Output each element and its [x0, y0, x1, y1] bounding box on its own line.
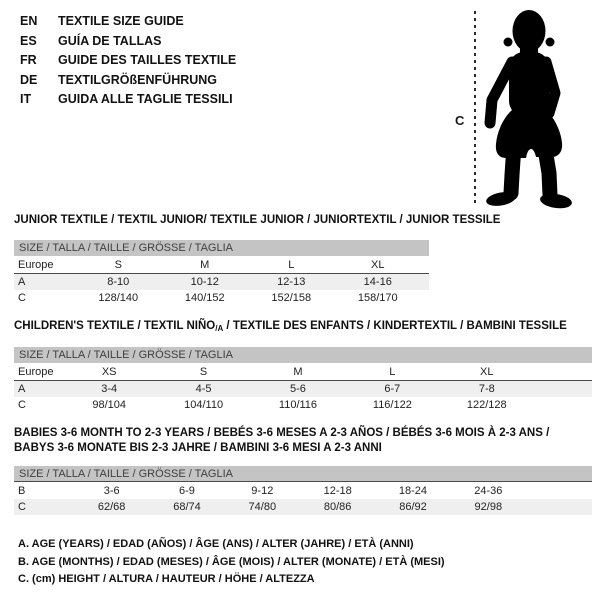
- legend-line-a: A. AGE (YEARS) / EDAD (AÑOS) / ÂGE (ANS) / ALTER (JAHRE) / ETÀ (ANNI): [18, 538, 414, 550]
- size-cell: 12-13: [277, 276, 306, 288]
- babies-section-title: [14, 426, 592, 455]
- size-header-bar: SIZE / TALLA / TAILLE / GRÖSSE / TAGLIA: [14, 347, 592, 363]
- height-figure: [452, 5, 576, 209]
- size-cell: XL: [440, 363, 534, 381]
- table-row: [14, 290, 429, 306]
- size-cell: 104/110: [184, 399, 224, 411]
- size-cell: 158/170: [357, 292, 398, 304]
- children-section-title: [14, 320, 592, 335]
- legend-line-b: B. AGE (MONTHS) / EDAD (MESES) / ÂGE (MOIS) / ALTER (MONATE) / ETÀ (MESI): [18, 555, 445, 568]
- language-title-list: [20, 12, 236, 110]
- babies-title-line2: BABYS 3-6 MONATE BIS 2-3 JAHRE / BAMBINI 3-6 MESI A 2-3 ANNI: [14, 441, 382, 454]
- junior-section-title: JUNIOR TEXTILE / TEXTIL JUNIOR/ TEXTILE JUNIOR / JUNIORTEXTIL / JUNIOR TESSILE: [14, 214, 501, 226]
- children-title-post: / TEXTILE DES ENFANTS / KINDERTEXTIL / BAMBINI TESSILE: [223, 320, 567, 332]
- children-title-pre: CHILDREN'S TEXTILE / TEXTIL NIÑO: [14, 320, 216, 332]
- size-cell: 12-18: [323, 484, 352, 497]
- size-cell: 3-4: [101, 383, 118, 395]
- lang-code: FR: [20, 53, 37, 67]
- lang-title: GUÍA DE TALLAS: [58, 33, 162, 48]
- children-textile-section: [14, 320, 592, 413]
- size-cell: 62/68: [97, 501, 126, 513]
- lang-code: ES: [20, 33, 37, 48]
- size-cell: 5-6: [290, 383, 306, 395]
- children-title-sub: /A: [215, 324, 224, 333]
- size-cell: 10-12: [190, 276, 219, 288]
- filler-cell: [421, 290, 429, 306]
- filler-cell: [534, 381, 592, 398]
- size-cell: 128/140: [98, 292, 139, 304]
- size-header-bar: SIZE / TALLA / TAILLE / GRÖSSE / TAGLIA: [14, 466, 592, 482]
- table-row: [14, 381, 592, 398]
- baby-silhouette-graphic: [452, 5, 576, 209]
- size-cell: 8-10: [107, 276, 130, 288]
- row-label: A: [18, 276, 26, 288]
- junior-textile-section: [14, 214, 501, 306]
- filler-cell: [421, 256, 429, 274]
- junior-size-table: [14, 256, 429, 306]
- babies-size-table: [14, 482, 592, 515]
- size-cell: L: [248, 256, 335, 274]
- size-cell: 110/116: [278, 399, 318, 411]
- size-cell: 122/128: [466, 399, 507, 411]
- size-cell: S: [75, 256, 162, 274]
- size-cell: 3-6: [103, 484, 120, 497]
- size-header-bar: SIZE / TALLA / TAILLE / GRÖSSE / TAGLIA: [14, 240, 429, 256]
- size-cell: M: [162, 256, 249, 274]
- row-label: B: [18, 484, 26, 497]
- size-cell: 80/86: [323, 501, 352, 513]
- table-row: [14, 256, 429, 274]
- table-row: [14, 482, 592, 499]
- table-row: [14, 363, 592, 381]
- size-cell: 9-12: [251, 484, 274, 497]
- size-cell: 68/74: [173, 501, 201, 513]
- lang-title: GUIDE DES TAILLES TEXTILE: [58, 53, 237, 67]
- size-cell: 74/80: [248, 501, 277, 513]
- children-size-table: [14, 363, 592, 413]
- row-label: C: [18, 399, 26, 411]
- size-cell: 98/104: [92, 399, 127, 411]
- filler-cell: [421, 274, 429, 291]
- measurement-legend: [18, 536, 445, 589]
- size-cell: 86/92: [399, 501, 427, 513]
- lang-code: DE: [20, 72, 38, 87]
- row-label: Europe: [14, 363, 62, 381]
- legend-line-c: C. (cm) HEIGHT / ALTURA / HAUTEUR / HÖHE / ALTEZZA: [18, 573, 315, 585]
- size-cell: 4-5: [195, 383, 212, 395]
- babies-title-line1: BABIES 3-6 MONTH TO 2-3 YEARS / BEBÉS 3-6 MESES A 2-3 AÑOS / BÉBÉS 3-6 MOIS À 2-3 ANS /: [14, 427, 550, 439]
- babies-textile-section: [14, 426, 592, 515]
- lang-title: TEXTILGRÖßENFÜHRUNG: [58, 72, 218, 87]
- size-cell: 14-16: [363, 276, 392, 288]
- lang-title: TEXTILE SIZE GUIDE: [58, 14, 184, 28]
- size-cell: M: [251, 363, 345, 381]
- size-cell: L: [345, 363, 439, 381]
- size-cell: 6-7: [384, 383, 401, 395]
- size-cell: 18-24: [398, 484, 428, 497]
- size-cell: 24-36: [474, 484, 503, 497]
- filler-cell: [526, 482, 592, 499]
- row-label: C: [18, 501, 26, 513]
- size-cell: XL: [335, 256, 422, 274]
- size-cell: 7-8: [478, 383, 495, 395]
- filler-cell: [534, 363, 592, 381]
- size-cell: S: [156, 363, 250, 381]
- size-cell: 116/122: [372, 399, 412, 411]
- table-row: [14, 499, 592, 515]
- size-cell: 140/152: [184, 292, 225, 304]
- row-label: A: [18, 383, 26, 395]
- size-cell: 152/158: [271, 292, 312, 304]
- lang-code: IT: [20, 92, 32, 106]
- size-cell: XS: [62, 363, 156, 381]
- height-label-c: C: [455, 113, 465, 128]
- filler-cell: [526, 499, 592, 515]
- size-cell: 92/98: [474, 501, 503, 513]
- row-label: Europe: [14, 256, 75, 274]
- size-cell: 6-9: [179, 484, 195, 497]
- lang-code: EN: [20, 14, 38, 28]
- table-row: [14, 397, 592, 413]
- row-label: C: [18, 292, 26, 304]
- lang-title: GUIDA ALLE TAGLIE TESSILI: [58, 92, 233, 106]
- table-row: [14, 274, 429, 291]
- filler-cell: [534, 397, 592, 413]
- baby-silhouette: [485, 10, 573, 209]
